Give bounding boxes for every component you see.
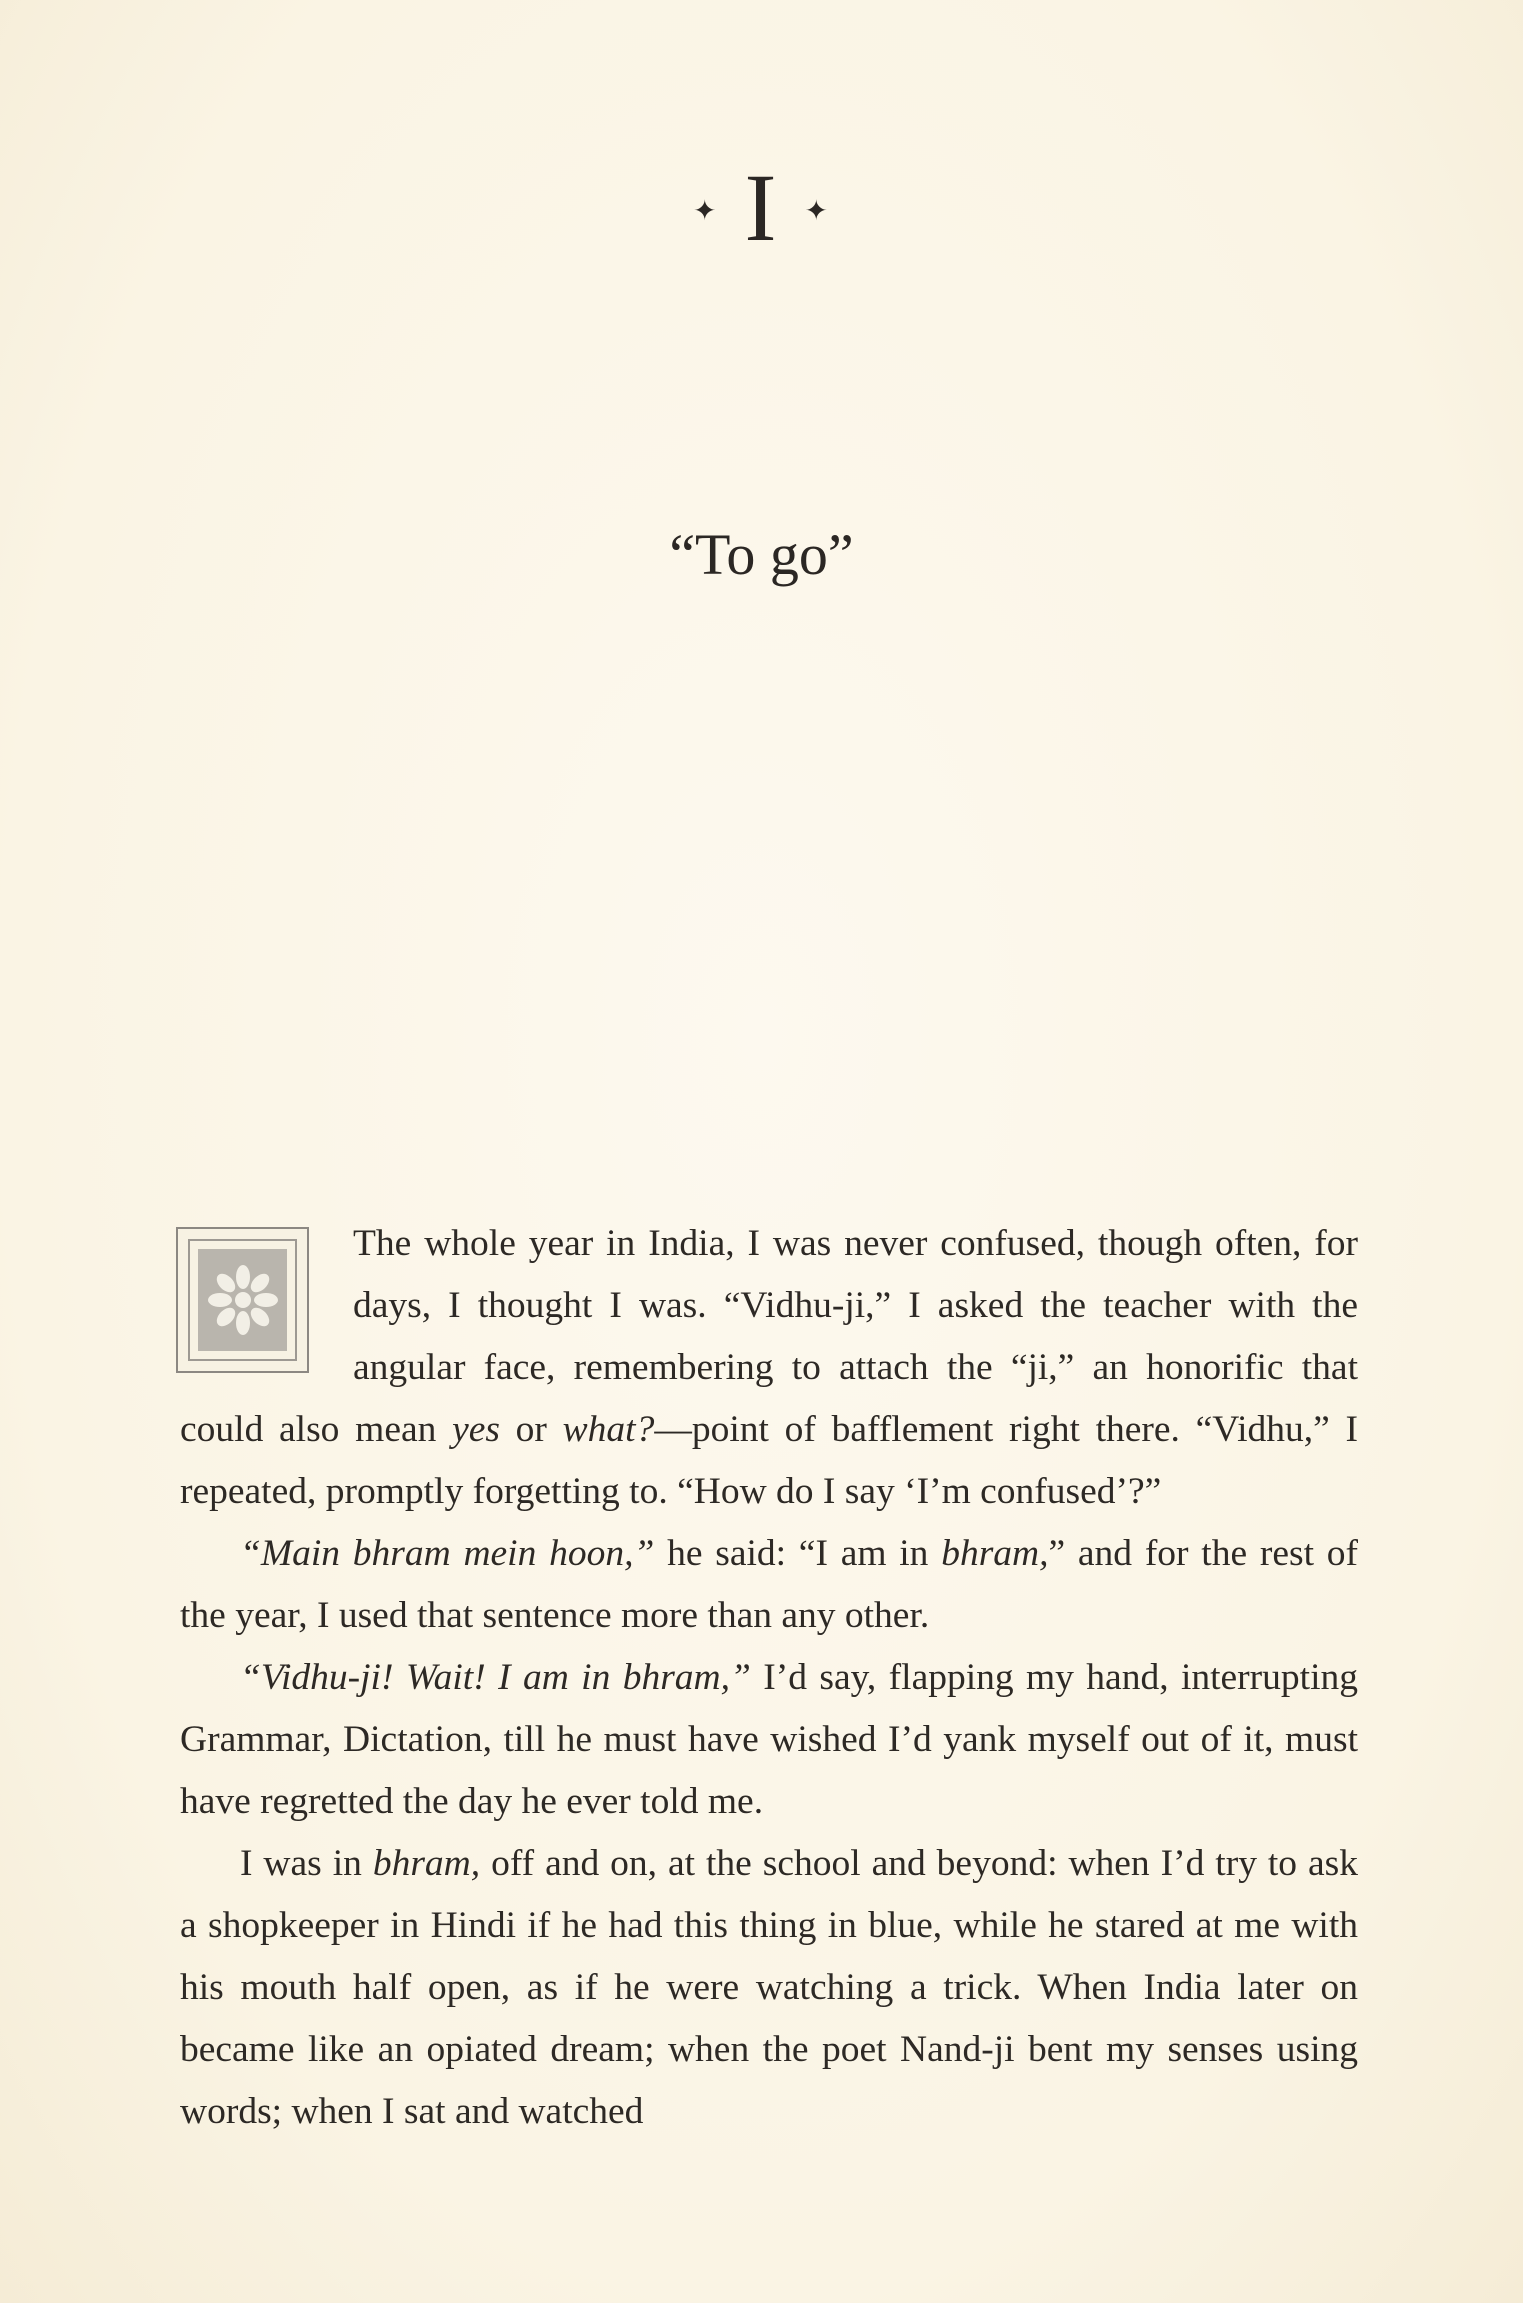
left-star-ornament-icon: ✦ [693,195,719,227]
right-star-ornament-icon: ✦ [804,195,830,227]
italic-text: bhram, [372,1843,481,1884]
paragraph [180,1523,1358,1647]
body-text [180,1213,1358,2143]
drop-ornament [176,1227,309,1373]
drop-ornament-frame [188,1239,297,1361]
italic-text: “Main bhram mein hoon,” [240,1533,655,1574]
text-run: he said: “I am in [654,1533,942,1574]
drop-ornament-tile [198,1249,287,1351]
text-run: or [499,1409,563,1450]
chapter-numeral: I [744,154,779,261]
paragraph [180,1213,1358,1523]
text-run: off and on, at the school and beyond: when I’d try to ask a shopkeeper in Hindi if he had this thing in blue, while he stared at me with his mouth half open, as if he were watching a trick. When India later on became like an opiated dream; when the poet Nand-ji bent my senses using words; when I sat and watched [180,1843,1358,2132]
text-run: I’d say, flapping my hand, interrupting Grammar, Dictation, till he must have wished I’d yank myself out of it, must have regretted the day he ever told me. [180,1657,1358,1822]
paragraph [180,1833,1358,2143]
text-run: ” and for the rest of the year, I used that sentence more than any other. [180,1533,1358,1636]
chapter-number [0,154,1523,261]
italic-text: “Vidhu-ji! Wait! I am in bhram,” [240,1657,751,1698]
text-run: —point of bafflement right there. “Vidhu,” I repeated, promptly forgetting to. “How do I say ‘I’m confused’?” [180,1409,1358,1512]
flower-ornament-icon [203,1260,283,1340]
italic-text: yes [452,1409,500,1450]
chapter-title: “To go” [669,522,854,587]
italic-text: bhram, [941,1533,1049,1574]
text-run: I was in [240,1843,373,1884]
text-run: The whole year in India, I was never confused, though often, for days, I thought I was. “Vidhu-ji,” I asked the teacher with the angular face, remembering to attach the “ji,” an honorific that could also mean [180,1223,1358,1450]
paragraph [180,1647,1358,1833]
italic-text: what? [562,1409,655,1450]
